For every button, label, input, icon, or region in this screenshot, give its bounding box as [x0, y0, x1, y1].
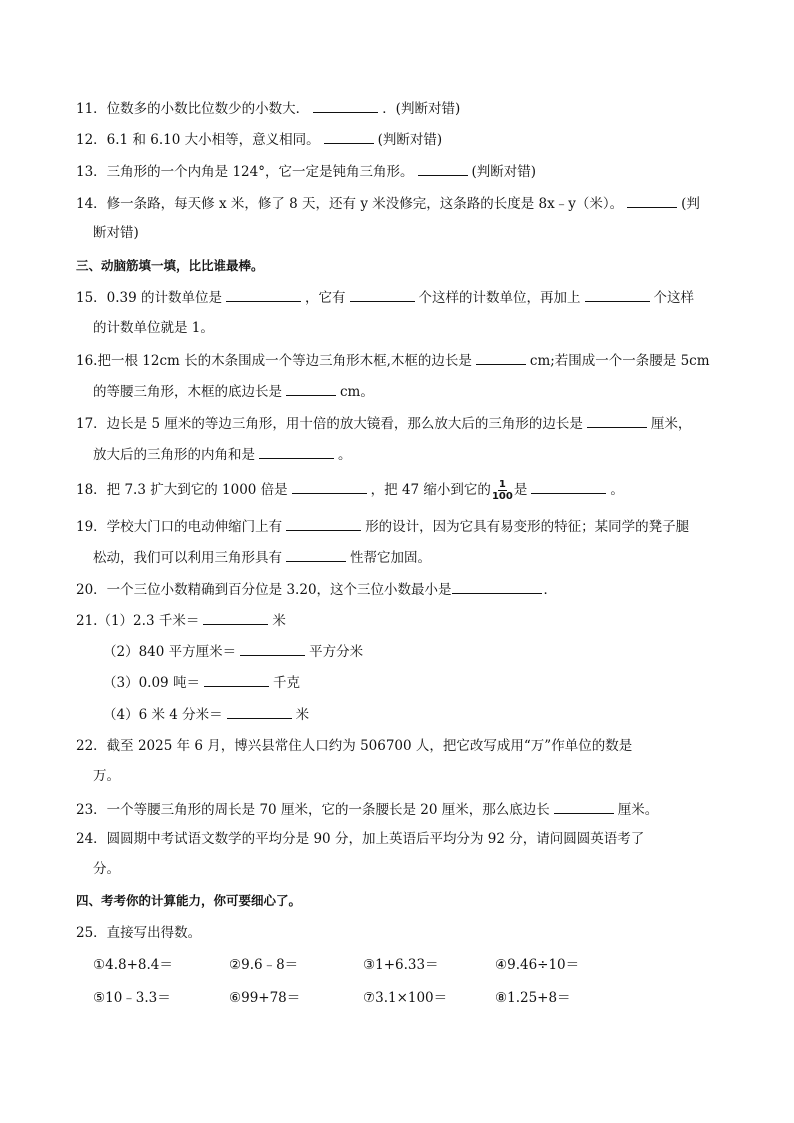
calc-item: ⑧1.25+8＝: [495, 990, 571, 1006]
section-4-heading: 四、考考你的计算能力，你可要细心了。: [76, 893, 302, 908]
question-24-line1: 24．圆圆期中考试语文数学的平均分是 90 分，加上英语后平均分为 92 分，请问圆圆英语考了: [76, 831, 645, 847]
answer-blank[interactable]: [350, 287, 415, 302]
answer-blank[interactable]: [227, 704, 292, 719]
answer-blank[interactable]: [476, 350, 526, 365]
question-21-part1: 21.（1）2.3 千米＝ 米: [76, 610, 726, 631]
calc-item: ③1+6.33＝: [363, 957, 439, 973]
answer-blank[interactable]: [587, 413, 647, 428]
question-23: 23．一个等腰三角形的周长是 70 厘米，它的一条腰长是 20 厘米，那么底边长 厘米。: [76, 799, 726, 820]
question-20: 20．一个三位小数精确到百分位是 3.20，这个三位小数最小是 ．: [76, 579, 726, 600]
answer-blank[interactable]: [418, 161, 468, 176]
answer-blank[interactable]: [627, 193, 677, 208]
question-19-line1: 19．学校大门口的电动伸缩门上有 形的设计，因为它具有易变形的特征；某同学的凳子腿: [76, 516, 726, 537]
question-17-line2: 放大后的三角形的内角和是 。: [93, 444, 743, 465]
answer-blank[interactable]: [452, 579, 542, 594]
question-21-part4: （4）6 米 4 分米＝ 米: [103, 704, 753, 725]
fraction: $\frac{1}{100}$: [491, 479, 513, 502]
answer-blank[interactable]: [204, 672, 269, 687]
calc-item: ⑦3.1×100＝: [363, 990, 448, 1006]
question-21-part2: （2）840 平方厘米＝ 平方分米: [103, 641, 753, 662]
question-15-line1: 15．0.39 的计数单位是 ，它有 个这样的计数单位，再加上 个这样: [76, 287, 726, 308]
calc-item: ⑤10﹣3.3＝: [93, 990, 171, 1006]
question-11: 11．位数多的小数比位数少的小数大． ．(判断对错): [76, 98, 726, 119]
question-24-line2: 分。: [93, 861, 120, 877]
question-21-part3: （3）0.09 吨＝ 千克: [103, 672, 753, 693]
section-3-heading: 三、动脑筋填一填，比比谁最棒。: [76, 258, 264, 273]
calc-item: ④9.46÷10＝: [495, 957, 580, 973]
answer-blank[interactable]: [554, 799, 614, 814]
answer-blank[interactable]: [313, 98, 378, 113]
calc-item: ⑥99+78＝: [229, 990, 301, 1006]
question-22-line1: 22．截至 2025 年 6 月，博兴县常住人口约为 506700 人，把它改写成用“万”作单位的数是: [76, 738, 633, 754]
question-16-line1: 16.把一根 12cm 长的木条围成一个等边三角形木框,木框的边长是 cm;若围成一个一条腰是 5cm: [76, 350, 726, 371]
question-15-line2: 的计数单位就是 1。: [93, 320, 214, 336]
question-16-line2: 的等腰三角形，木框的底边长是 cm。: [93, 381, 743, 402]
question-18: 18．把 7.3 扩大到它的 1000 倍是 ，把 47 缩小到它的 $\frac{1}{100}$ 是 。: [76, 479, 624, 502]
answer-blank[interactable]: [324, 129, 374, 144]
answer-blank[interactable]: [286, 516, 361, 531]
answer-blank[interactable]: [286, 381, 336, 396]
answer-blank[interactable]: [240, 641, 305, 656]
question-22-line2: 万。: [93, 768, 120, 784]
question-14-line1: 14．修一条路，每天修 x 米，修了 8 天，还有 y 米没修完，这条路的长度是 8x﹣y（米）。 (判: [76, 193, 726, 214]
answer-blank[interactable]: [259, 444, 334, 459]
answer-blank[interactable]: [531, 479, 606, 494]
question-13: 13．三角形的一个内角是 124°，它一定是钝角三角形。 (判断对错): [76, 161, 726, 182]
answer-blank[interactable]: [292, 479, 367, 494]
answer-blank[interactable]: [585, 287, 650, 302]
answer-blank[interactable]: [226, 287, 301, 302]
calc-item: ①4.8+8.4＝: [93, 957, 173, 973]
answer-blank[interactable]: [203, 610, 268, 625]
question-17-line1: 17．边长是 5 厘米的等边三角形，用十倍的放大镜看，那么放大后的三角形的边长是 厘米，: [76, 413, 726, 434]
calc-item: ②9.6﹣8＝: [229, 957, 299, 973]
question-25-title: 25．直接写出得数。: [76, 925, 202, 941]
question-19-line2: 松动，我们可以利用三角形具有 性帮它加固。: [93, 547, 743, 568]
answer-blank[interactable]: [286, 547, 346, 562]
question-14-line2: 断对错): [93, 225, 139, 241]
question-12: 12．6.1 和 6.10 大小相等，意义相同。 (判断对错): [76, 129, 726, 150]
